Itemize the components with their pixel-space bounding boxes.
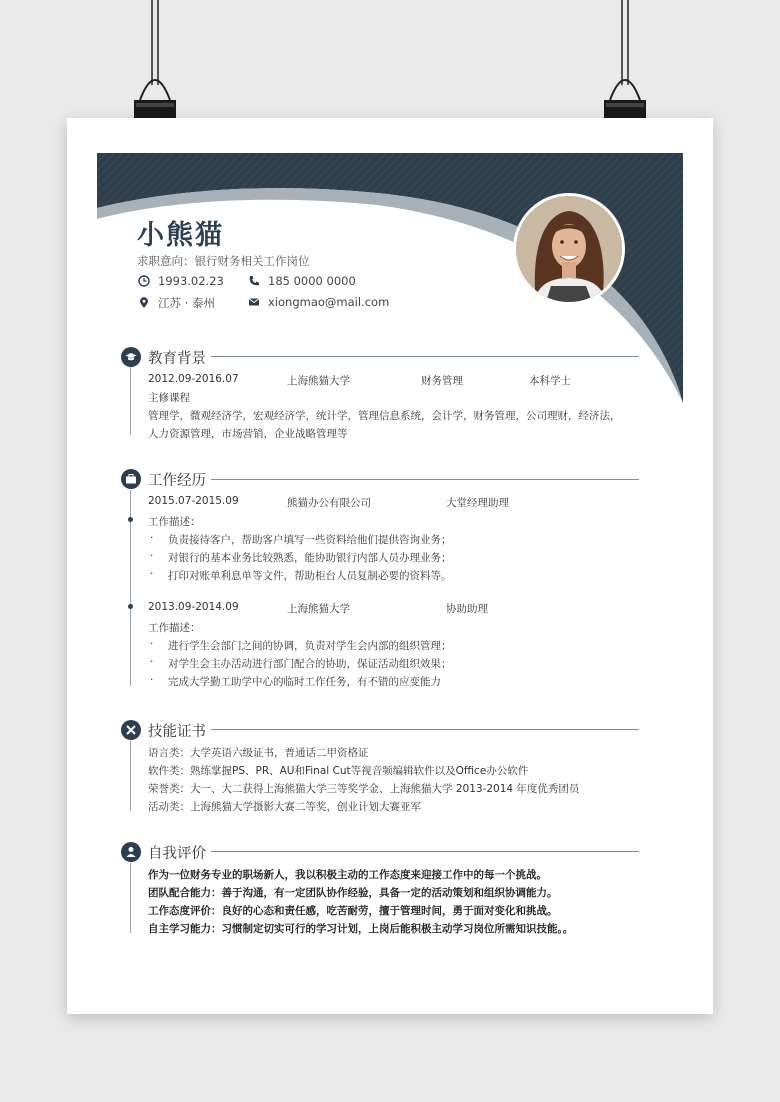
phone-info: 185 0000 0000 xyxy=(248,274,356,288)
timeline-dot xyxy=(128,517,133,522)
job-intent: 求职意向：银行财务相关工作岗位 xyxy=(137,254,310,268)
skill-line: 活动类：上海熊猫大学摄影大赛二等奖，创业计划大赛亚军 xyxy=(148,801,421,813)
timeline-line xyxy=(130,367,131,435)
person-icon xyxy=(121,842,141,862)
self-line: 团队配合能力：善于沟通，有一定团队协作经验，具备一定的活动策划和组织协调能力。 xyxy=(148,887,558,899)
self-line: 工作态度评价：良好的心态和责任感，吃苦耐劳，擅于管理时间，勇于面对变化和挑战。 xyxy=(148,905,558,917)
timeline-dot xyxy=(128,604,133,609)
section-divider xyxy=(211,356,639,357)
education-degree: 本科学士 xyxy=(529,375,571,387)
section-title-education: 教育背景 xyxy=(148,351,206,367)
self-line: 自主学习能力：习惯制定切实可行的学习计划，上岗后能积极主动学习岗位所需知识技能。。 xyxy=(148,923,574,935)
job-position: 协助助理 xyxy=(446,603,488,615)
job-period: 2015.07-2015.09 xyxy=(148,495,239,507)
courses-line: 人力资源管理，市场营销，企业战略管理等 xyxy=(148,428,348,440)
tools-icon xyxy=(121,720,141,740)
education-major: 财务管理 xyxy=(421,375,463,387)
phone-icon xyxy=(248,275,260,287)
location-pin-icon xyxy=(138,297,150,309)
job-period: 2013.09-2014.09 xyxy=(148,601,239,613)
courses-line: 管理学，微观经济学，宏观经济学，统计学，管理信息系统，会计学，财务管理，公司理财，经济法， xyxy=(148,410,621,422)
section-title-work: 工作经历 xyxy=(148,473,206,489)
job-desc-item: 负责接待客户，帮助客户填写一些资料给他们提供咨询业务； xyxy=(168,534,452,546)
job-position: 大堂经理助理 xyxy=(446,497,509,509)
avatar-portrait xyxy=(516,196,622,302)
bullet: · xyxy=(150,568,154,580)
job-desc-item: 对银行的基本业务比较熟悉，能协助银行内部人员办理业务； xyxy=(168,552,452,564)
section-divider xyxy=(211,851,639,852)
education-period: 2012.09-2016.07 xyxy=(148,373,239,385)
briefcase-icon xyxy=(121,469,141,489)
job-company: 上海熊猫大学 xyxy=(287,603,350,615)
job-company: 熊猫办公有限公司 xyxy=(287,497,371,509)
section-title-skills: 技能证书 xyxy=(148,724,206,740)
job-desc-item: 对学生会主办活动进行部门配合的协助，保证活动组织效果； xyxy=(168,658,452,670)
bullet: · xyxy=(150,656,154,668)
bullet: · xyxy=(150,532,154,544)
location-info: 江苏 · 泰州 xyxy=(138,295,215,311)
bullet: · xyxy=(150,674,154,686)
job-desc-label: 工作描述： xyxy=(148,622,201,634)
timeline-line xyxy=(130,863,131,933)
courses-label: 主修课程 xyxy=(148,392,190,404)
section-title-self: 自我评价 xyxy=(148,846,206,862)
skill-line: 软件类：熟练掌握PS、PR、AU和Final Cut等视音频编辑软件以及Office办公软件 xyxy=(148,765,529,777)
birth-info: 1993.02.23 xyxy=(138,274,224,288)
job-desc-label: 工作描述： xyxy=(148,516,201,528)
job-desc-item: 完成大学勤工助学中心的临时工作任务，有不错的应变能力 xyxy=(168,676,441,688)
education-school: 上海熊猫大学 xyxy=(287,375,350,387)
skill-line: 语言类：大学英语六级证书，普通话二甲资格证 xyxy=(148,747,369,759)
self-summary: 作为一位财务专业的职场新人，我以积极主动的工作态度来迎接工作中的每一个挑战。 xyxy=(148,869,547,881)
graduation-cap-icon xyxy=(121,347,141,367)
section-divider xyxy=(211,729,639,730)
candidate-name: 小熊猫 xyxy=(137,220,224,251)
email-info: xiongmao@mail.com xyxy=(248,295,389,309)
bullet: · xyxy=(150,550,154,562)
section-divider xyxy=(211,479,639,480)
skill-line: 荣誉类：大一、大二获得上海熊猫大学三等奖学金、上海熊猫大学 2013-2014 年度优秀团员 xyxy=(148,783,580,795)
timeline-line xyxy=(130,741,131,811)
job-desc-item: 进行学生会部门之间的协调，负责对学生会内部的组织管理； xyxy=(168,640,452,652)
profile-photo xyxy=(513,193,625,305)
job-desc-item: 打印对账单利息单等文件，帮助柜台人员复制必要的资料等。 xyxy=(168,570,452,582)
clock-icon xyxy=(138,275,150,287)
mail-icon xyxy=(248,296,260,308)
bullet: · xyxy=(150,638,154,650)
